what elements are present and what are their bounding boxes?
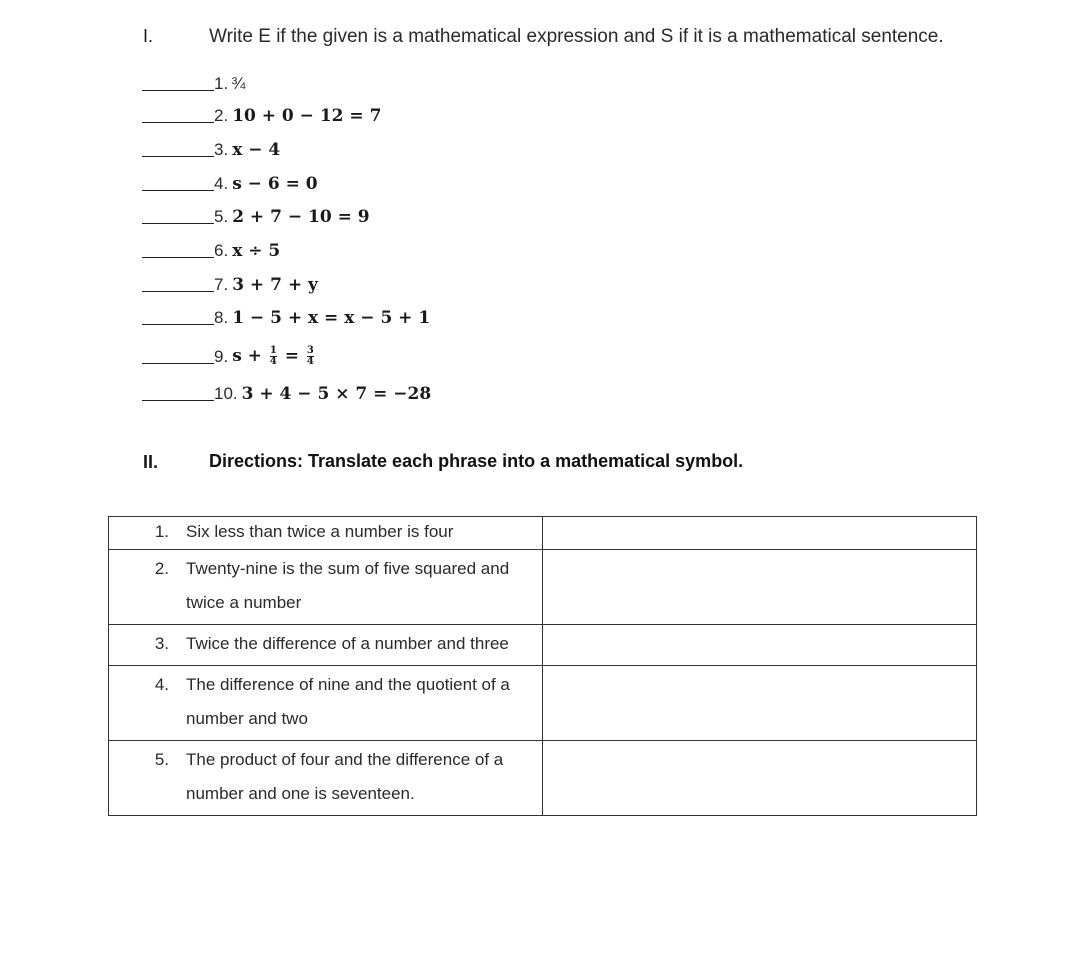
fraction-three-fourths bbox=[307, 346, 314, 367]
table-row bbox=[109, 625, 977, 666]
item-number: 6. bbox=[214, 241, 229, 260]
fraction-denominator: 4 bbox=[269, 356, 277, 367]
item-number: 9. bbox=[214, 347, 229, 366]
list-item bbox=[142, 205, 370, 227]
row-number: 3. bbox=[154, 634, 169, 653]
fraction-one-fourth bbox=[270, 346, 277, 367]
list-item bbox=[142, 72, 245, 94]
item-expression: 10 + 0 − 12 = 7 bbox=[232, 106, 382, 126]
answer-blank[interactable] bbox=[142, 239, 214, 258]
answer-blank[interactable] bbox=[142, 273, 214, 292]
table-row bbox=[109, 517, 977, 550]
row-number: 2. bbox=[154, 559, 169, 578]
item-expression: 3 + 7 + y bbox=[232, 275, 318, 295]
item-expression: 2 + 7 − 10 = 9 bbox=[232, 207, 370, 227]
fraction-numerator: 1 bbox=[269, 345, 277, 356]
table-row bbox=[109, 741, 977, 816]
phrase-text: Six less than twice a number is four bbox=[186, 522, 454, 541]
answer-cell[interactable] bbox=[543, 550, 977, 625]
list-item bbox=[142, 138, 280, 160]
item-number: 2. bbox=[214, 106, 229, 125]
answer-blank[interactable] bbox=[142, 72, 214, 91]
answer-blank[interactable] bbox=[142, 382, 214, 401]
item-number: 3. bbox=[214, 140, 229, 159]
table-row bbox=[109, 666, 977, 741]
answer-blank[interactable] bbox=[142, 306, 214, 325]
answer-blank[interactable] bbox=[142, 104, 214, 123]
item-expression bbox=[232, 346, 316, 367]
item-expression: 3 + 4 − 5 × 7 = −28 bbox=[241, 384, 432, 404]
answer-cell[interactable] bbox=[543, 625, 977, 666]
list-item bbox=[142, 341, 316, 367]
item-expression: x ÷ 5 bbox=[232, 241, 281, 261]
fraction-denominator: 4 bbox=[306, 356, 314, 367]
answer-blank[interactable] bbox=[142, 205, 214, 224]
answer-cell[interactable] bbox=[543, 741, 977, 816]
item-number: 4. bbox=[214, 174, 229, 193]
list-item bbox=[142, 306, 430, 328]
row-number: 1. bbox=[154, 522, 169, 541]
list-item bbox=[142, 172, 318, 194]
phrase-cell bbox=[109, 625, 543, 666]
row-number: 5. bbox=[154, 750, 169, 769]
section-1-numeral: I. bbox=[143, 26, 154, 46]
answer-blank[interactable] bbox=[142, 172, 214, 191]
list-item bbox=[142, 382, 431, 404]
item-number: 5. bbox=[214, 207, 229, 226]
list-item bbox=[142, 273, 318, 295]
item-number: 10. bbox=[214, 384, 238, 403]
answer-cell[interactable] bbox=[543, 666, 977, 741]
item-number: 7. bbox=[214, 275, 229, 294]
phrase-text: The product of four and the difference of a number and one is seventeen. bbox=[186, 750, 504, 803]
answer-cell[interactable] bbox=[543, 517, 977, 550]
translation-table bbox=[108, 516, 977, 816]
section-2-numeral: II. bbox=[143, 452, 159, 472]
phrase-text: Twenty-nine is the sum of five squared and twice a number bbox=[186, 559, 510, 612]
answer-blank[interactable] bbox=[142, 345, 214, 364]
equals-sign: = bbox=[284, 346, 299, 366]
answer-blank[interactable] bbox=[142, 138, 214, 157]
phrase-cell bbox=[109, 666, 543, 741]
phrase-cell bbox=[109, 517, 543, 550]
row-number: 4. bbox=[154, 675, 169, 694]
item-number: 8. bbox=[214, 308, 229, 327]
item-expression: x − 4 bbox=[232, 140, 281, 160]
list-item bbox=[142, 104, 381, 126]
item-expression: s − 6 = 0 bbox=[232, 174, 318, 194]
table-row bbox=[109, 550, 977, 625]
fraction-numerator: 3 bbox=[306, 345, 314, 356]
item-expression: 1 − 5 + x = x − 5 + 1 bbox=[232, 308, 431, 328]
section-2-directions: Directions: Translate each phrase into a mathematical symbol. bbox=[209, 451, 744, 471]
list-item bbox=[142, 239, 280, 261]
expression-lhs: s + bbox=[232, 346, 262, 366]
phrase-cell bbox=[109, 550, 543, 625]
phrase-text: Twice the difference of a number and three bbox=[186, 634, 509, 653]
item-number: 1. bbox=[214, 74, 229, 93]
section-1-instructions: Write E if the given is a mathematical expression and S if it is a mathematical sentence. bbox=[209, 26, 944, 47]
phrase-cell bbox=[109, 741, 543, 816]
phrase-text: The difference of nine and the quotient of a number and two bbox=[186, 675, 510, 728]
item-expression: ¾ bbox=[231, 74, 246, 93]
